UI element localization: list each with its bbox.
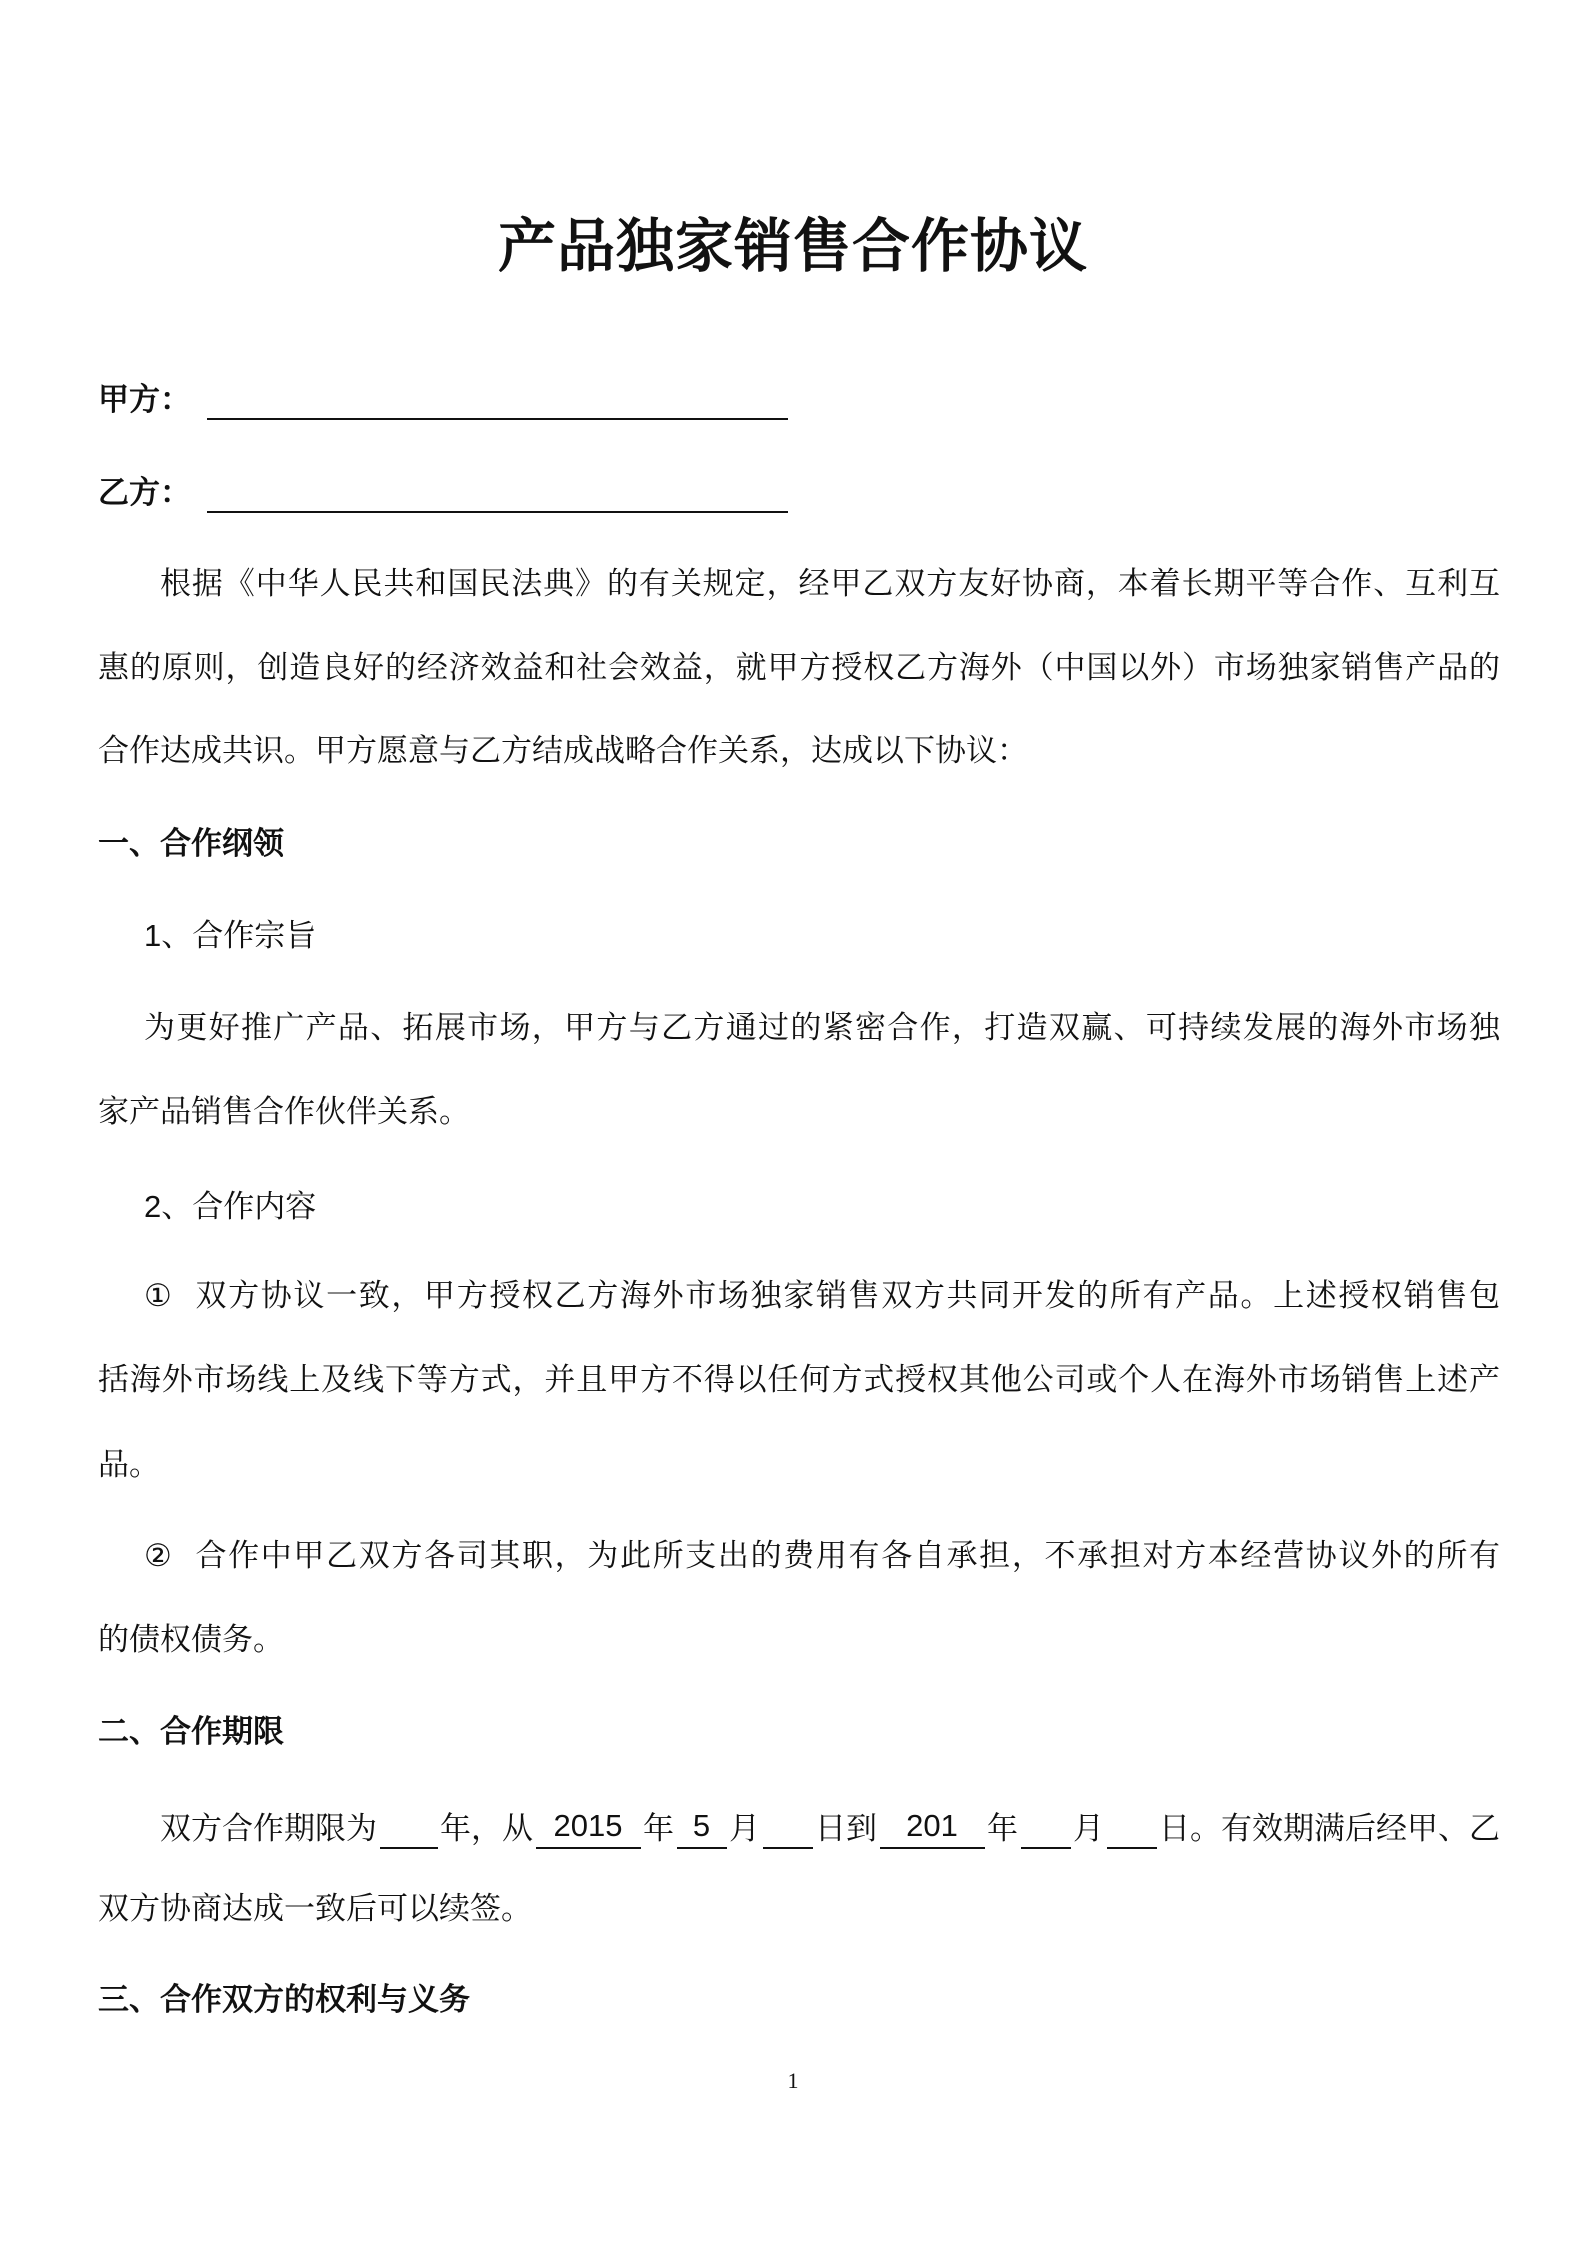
party-b-label: 乙方： [98, 475, 191, 510]
start-year-blank[interactable]: 2015 [536, 1809, 641, 1849]
term-line2: 双方协商达成一致后可以续签。 [98, 1891, 532, 1926]
item1-line: 括海外市场线上及线下等方式，并且甲方不得以任何方式授权其他公司或个人在海外市场销售上述产 [98, 1362, 1500, 1397]
party-a-label: 甲方： [98, 382, 191, 417]
start-day-blank[interactable] [763, 1809, 813, 1849]
term-text: 双方合作期限为 [160, 1811, 377, 1846]
term-line [98, 1809, 1500, 1849]
section2-heading: 二、合作期限 [98, 1714, 284, 1749]
item1-line [98, 1276, 1500, 1316]
item2-line [98, 1536, 1500, 1576]
preamble-line: 惠的原则，创造良好的经济效益和社会效益，就甲方授权乙方海外（中国以外）市场独家销售产品的 [98, 650, 1500, 685]
start-month-blank[interactable]: 5 [677, 1809, 727, 1849]
end-month-blank[interactable] [1021, 1809, 1071, 1849]
item1-text: 双方协议一致，甲方授权乙方海外市场独家销售双方共同开发的所有产品。上述授权销售包 [193, 1278, 1500, 1313]
term-years-blank[interactable] [380, 1809, 438, 1849]
party-b-row [98, 473, 1500, 513]
term-text: 年 [643, 1811, 674, 1846]
document-title: 产品独家销售合作协议 [497, 214, 1088, 279]
term-text: 月 [729, 1811, 760, 1846]
preamble-line: 根据《中华人民共和国民法典》的有关规定，经甲乙双方友好协商，本着长期平等合作、互利互 [160, 566, 1500, 601]
term-text: 年 [987, 1811, 1018, 1846]
item2-marker: ② [144, 1538, 172, 1573]
section1-heading: 一、合作纲领 [98, 826, 284, 861]
term-text: 年，从 [440, 1811, 533, 1846]
party-b-blank[interactable] [207, 481, 788, 513]
page-number: 1 [787, 2068, 799, 2093]
party-a-row [98, 380, 1500, 420]
sub1-line: 为更好推广产品、拓展市场，甲方与乙方通过的紧密合作，打造双赢、可持续发展的海外市场独 [144, 1010, 1500, 1045]
end-year-blank[interactable]: 201 [880, 1809, 985, 1849]
sub2-heading: 2、合作内容 [144, 1189, 317, 1224]
term-text: 日。有效期满后经甲、乙 [1159, 1811, 1500, 1846]
term-text: 日到 [815, 1811, 877, 1846]
term-text: 月 [1073, 1811, 1104, 1846]
party-a-blank[interactable] [207, 388, 788, 420]
preamble-line: 合作达成共识。甲方愿意与乙方结成战略合作关系，达成以下协议： [98, 733, 1028, 768]
sub1-line: 家产品销售合作伙伴关系。 [98, 1094, 470, 1129]
item2-text: 合作中甲乙双方各司其职，为此所支出的费用有各自承担，不承担对方本经营协议外的所有 [193, 1538, 1500, 1573]
end-day-blank[interactable] [1107, 1809, 1157, 1849]
section3-heading: 三、合作双方的权利与义务 [98, 1982, 470, 2017]
sub1-heading: 1、合作宗旨 [144, 918, 317, 953]
item1-marker: ① [144, 1278, 172, 1313]
item2-line: 的债权债务。 [98, 1622, 284, 1657]
item1-line: 品。 [98, 1447, 160, 1482]
